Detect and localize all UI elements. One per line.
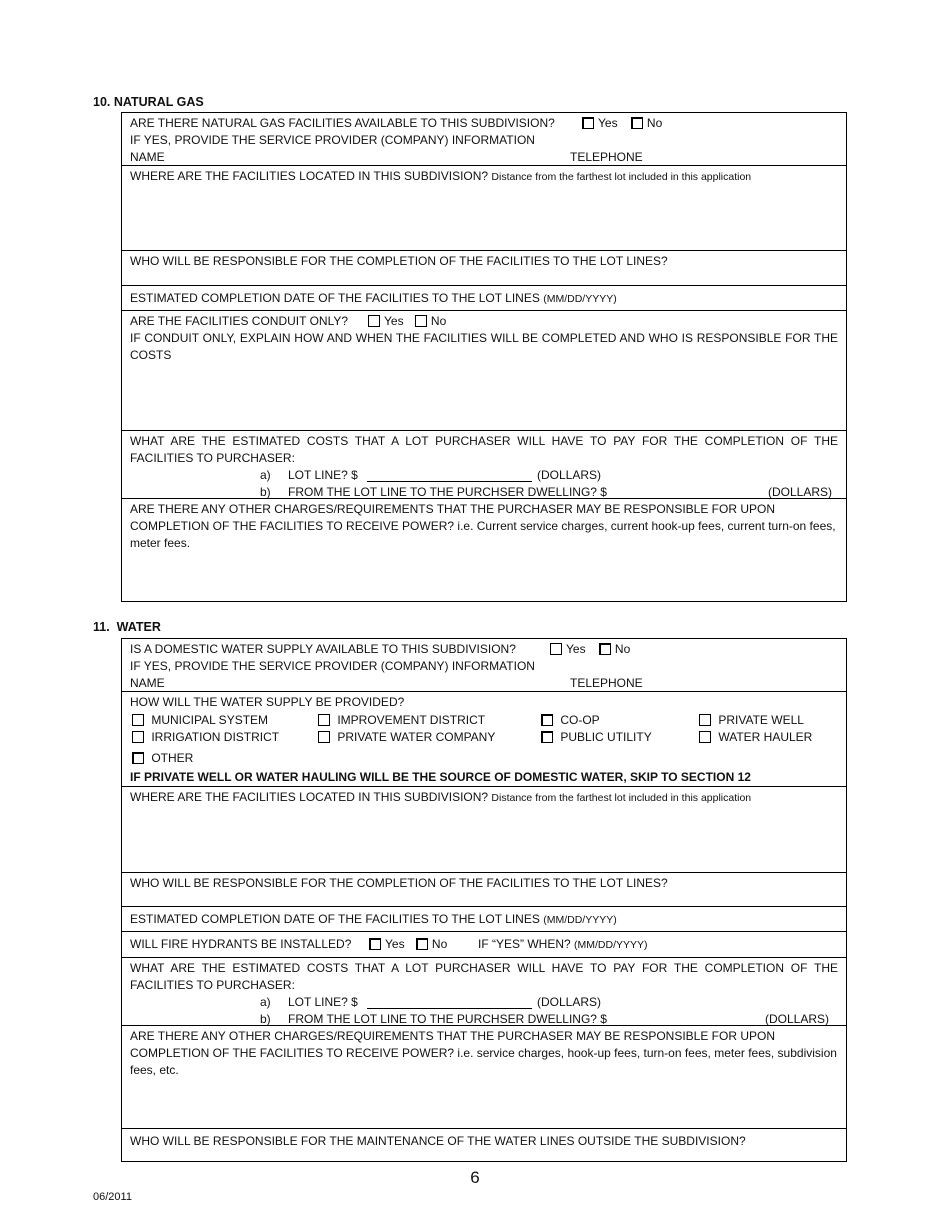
option-label: MUNICIPAL SYSTEM (151, 713, 269, 727)
no-label: No (646, 116, 663, 130)
question-costs: WHAT ARE THE ESTIMATED COSTS THAT A LOT PURCHASER WILL HAVE TO PAY FOR THE COMPLETION OF THE FACILITIES TO PURCHASER: (130, 434, 838, 465)
dollars-label: (DOLLARS) (537, 468, 602, 482)
question-other-charges: ARE THERE ANY OTHER CHARGES/REQUIREMENTS THAT THE PURCHASER MAY BE RESPONSIBLE FOR UPON COMPLETION OF THE FACILITIES TO RECEIVE POWER? i.e. Current service charges, current hook-up fees, current turn-on fees, meter fees. (130, 502, 836, 550)
section-number: 10. (93, 95, 111, 109)
water-responsible-row[interactable] (122, 872, 846, 906)
checkbox[interactable] (541, 714, 553, 726)
question-date: ESTIMATED COMPLETION DATE OF THE FACILITIES TO THE LOT LINES (130, 912, 540, 926)
location-note: Distance from the farthest lot included in this application (491, 792, 752, 804)
question-gas-available: ARE THERE NATURAL GAS FACILITIES AVAILABLE TO THIS SUBDIVISION? (130, 116, 555, 130)
hydrants-yes-no (369, 936, 447, 953)
gas-date-row[interactable] (122, 285, 846, 310)
section-title: NATURAL GAS (113, 95, 204, 109)
yes-label: Yes (566, 642, 586, 656)
water-availability-row (122, 639, 846, 691)
checkbox[interactable] (132, 731, 144, 743)
conduit-no-checkbox[interactable] (415, 315, 427, 327)
water-maintenance-row[interactable] (122, 1128, 846, 1161)
telephone-label: TELEPHONE (570, 676, 643, 690)
checkbox[interactable] (541, 731, 553, 743)
gas-availability-row (122, 113, 846, 165)
no-label: No (431, 937, 448, 951)
water-costs-row (122, 957, 846, 1025)
gas-responsible-row[interactable] (122, 250, 846, 285)
yes-no-group (550, 641, 630, 658)
conduit-yes-checkbox[interactable] (368, 315, 380, 327)
date-format: (MM/DD/YYYY) (574, 939, 648, 951)
dollars-label: (DOLLARS) (765, 1012, 830, 1026)
name-label: NAME (130, 676, 165, 690)
conduit-yes-no (368, 313, 446, 330)
water-location-row[interactable] (122, 786, 846, 872)
question-location: WHERE ARE THE FACILITIES LOCATED IN THIS SUBDIVISION? (130, 790, 489, 804)
water-other-charges-row[interactable] (122, 1025, 846, 1128)
question-water-available: IS A DOMESTIC WATER SUPPLY AVAILABLE TO THIS SUBDIVISION? (130, 642, 516, 656)
option-public-utility[interactable] (541, 729, 652, 746)
conduit-explain: IF CONDUIT ONLY, EXPLAIN HOW AND WHEN THE FACILITIES WILL BE COMPLETED AND WHO IS RESPONSIBLE FOR THE COSTS (130, 331, 838, 362)
question-responsible: WHO WILL BE RESPONSIBLE FOR THE COMPLETION OF THE FACILITIES TO THE LOT LINES? (130, 254, 668, 268)
option-label: CO-OP (560, 713, 600, 727)
option-private-water-company[interactable] (318, 729, 495, 746)
yes-label: Yes (385, 937, 405, 951)
provider-instruction: IF YES, PROVIDE THE SERVICE PROVIDER (COMPANY) INFORMATION (130, 133, 535, 147)
cost-a-label: LOT LINE? $ (288, 468, 358, 482)
dollars-label: (DOLLARS) (537, 995, 602, 1009)
checkbox[interactable] (699, 731, 711, 743)
location-note: Distance from the farthest lot included in this application (491, 171, 752, 183)
cost-b-label: FROM THE LOT LINE TO THE PURCHSER DWELLING? $ (288, 1012, 607, 1026)
checkbox[interactable] (318, 731, 330, 743)
water-date-row[interactable] (122, 906, 846, 931)
water-supply-row (122, 691, 846, 786)
section-10-heading (93, 95, 204, 109)
question-conduit: ARE THE FACILITIES CONDUIT ONLY? (130, 314, 349, 328)
telephone-label: TELEPHONE (570, 150, 643, 164)
gas-costs-row (122, 430, 846, 498)
natural-gas-form (121, 112, 847, 602)
hydrants-yes-checkbox[interactable] (369, 938, 381, 950)
cost-a-letter: a) (260, 995, 271, 1009)
dollars-label: (DOLLARS) (768, 485, 833, 499)
section-title: WATER (116, 620, 161, 634)
cost-b-letter: b) (260, 485, 271, 499)
checkbox[interactable] (318, 714, 330, 726)
option-other[interactable] (132, 750, 193, 767)
supply-options (130, 711, 838, 769)
option-private-well[interactable] (699, 712, 804, 729)
gas-other-charges-row[interactable] (122, 498, 846, 601)
section-number: 11. (93, 620, 110, 634)
gas-location-row[interactable] (122, 165, 846, 250)
cost-a-label: LOT LINE? $ (288, 995, 358, 1009)
cost-a-letter: a) (260, 468, 271, 482)
hydrants-when[interactable] (478, 936, 648, 954)
no-checkbox[interactable] (631, 117, 643, 129)
water-form (121, 638, 847, 1162)
yes-no-group (582, 115, 662, 132)
option-label: WATER HAULER (718, 730, 813, 744)
skip-instruction: IF PRIVATE WELL OR WATER HAULING WILL BE THE SOURCE OF DOMESTIC WATER, SKIP TO SECTION 12 (130, 770, 751, 784)
checkbox[interactable] (132, 752, 144, 764)
cost-a-input[interactable] (367, 469, 532, 482)
question-supply: HOW WILL THE WATER SUPPLY BE PROVIDED? (130, 695, 405, 709)
hydrants-when-label: IF “YES” WHEN? (478, 937, 571, 951)
question-location: WHERE ARE THE FACILITIES LOCATED IN THIS SUBDIVISION? (130, 169, 489, 183)
no-checkbox[interactable] (599, 643, 611, 655)
hydrants-no-checkbox[interactable] (416, 938, 428, 950)
date-format: (MM/DD/YYYY) (543, 293, 617, 305)
checkbox[interactable] (699, 714, 711, 726)
question-costs: WHAT ARE THE ESTIMATED COSTS THAT A LOT PURCHASER WILL HAVE TO PAY FOR THE COMPLETION OF THE FACILITIES TO PURCHASER: (130, 961, 838, 992)
question-hydrants: WILL FIRE HYDRANTS BE INSTALLED? (130, 937, 352, 951)
option-label: PRIVATE WELL (718, 713, 804, 727)
question-other-charges: ARE THERE ANY OTHER CHARGES/REQUIREMENTS THAT THE PURCHASER MAY BE RESPONSIBLE FOR UPON COMPLETION OF THE FACILITIES TO RECEIVE POWER? i.e. service charges, hook-up fees, turn-on fees, meter fees, subdivision fees, etc. (130, 1029, 837, 1077)
footer-date: 06/2011 (93, 1191, 132, 1203)
yes-checkbox[interactable] (550, 643, 562, 655)
question-responsible: WHO WILL BE RESPONSIBLE FOR THE COMPLETION OF THE FACILITIES TO THE LOT LINES? (130, 876, 668, 890)
yes-checkbox[interactable] (582, 117, 594, 129)
question-maintenance: WHO WILL BE RESPONSIBLE FOR THE MAINTENANCE OF THE WATER LINES OUTSIDE THE SUBDIVISION? (130, 1134, 746, 1148)
provider-instruction: IF YES, PROVIDE THE SERVICE PROVIDER (COMPANY) INFORMATION (130, 659, 535, 673)
option-water-hauler[interactable] (699, 729, 812, 746)
section-11-heading (93, 620, 161, 634)
gas-conduit-row[interactable] (122, 310, 846, 430)
date-format: (MM/DD/YYYY) (543, 914, 617, 926)
option-label: IRRIGATION DISTRICT (151, 730, 280, 744)
cost-b-letter: b) (260, 1012, 271, 1026)
page-number: 6 (470, 1168, 480, 1187)
option-improvement-district[interactable] (318, 712, 485, 729)
option-label: OTHER (151, 751, 194, 765)
cost-b-label: FROM THE LOT LINE TO THE PURCHSER DWELLING? $ (288, 485, 607, 499)
checkbox[interactable] (132, 714, 144, 726)
no-label: No (430, 314, 447, 328)
option-co-op[interactable] (541, 712, 600, 729)
option-label: IMPROVEMENT DISTRICT (337, 713, 486, 727)
option-irrigation-district[interactable] (132, 729, 279, 746)
name-label: NAME (130, 150, 165, 164)
cost-a-input[interactable] (367, 996, 532, 1009)
no-label: No (614, 642, 631, 656)
yes-label: Yes (598, 116, 618, 130)
option-label: PRIVATE WATER COMPANY (337, 730, 496, 744)
yes-label: Yes (384, 314, 404, 328)
water-hydrants-row (122, 931, 846, 957)
option-municipal[interactable] (132, 712, 268, 729)
question-date: ESTIMATED COMPLETION DATE OF THE FACILITIES TO THE LOT LINES (130, 291, 540, 305)
option-label: PUBLIC UTILITY (560, 730, 652, 744)
